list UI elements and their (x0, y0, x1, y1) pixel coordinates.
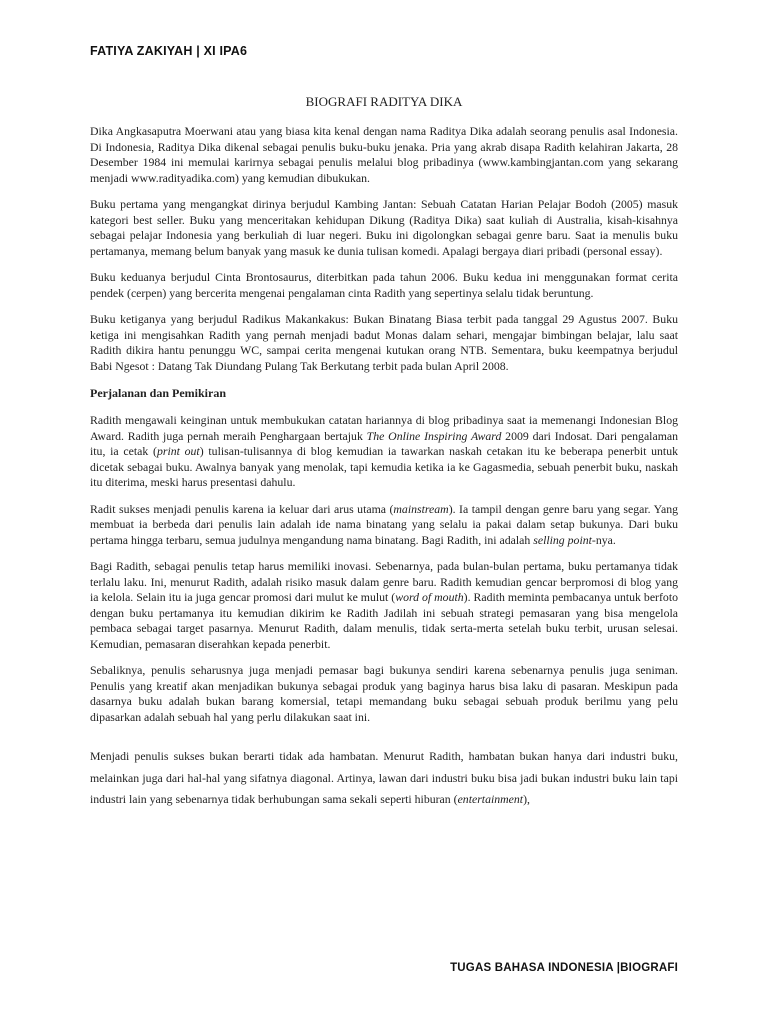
paragraph: Buku ketiganya yang berjudul Radikus Makankakus: Bukan Binatang Biasa terbit pada tanggal 29 Agustus 2007. Buku ketiga ini mengisahkan Radith yang pernah menjadi badut Monas dalam sehari, mengajar bimbingan belajar, lalu saat Radith dikira hantu penunggu WC, sampai cerita mengenai kutukan orang NTB. Sementara, buku keempatnya berjudul Babi Ngesot : Datang Tak Diundang Pulang Tak Berkutang terbit pada bulan April 2008. (90, 312, 678, 373)
paragraph-text: Bagi Radith, sebagai penulis tetap harus memiliki inovasi. Sebenarnya, pada bulan-bulan pertama, buku pertamanya tidak terlalu laku. Ini, menurut Radith, adalah risiko masuk dalam genre baru. Radith kemudian gencar berpromosi di blog yang ia kelola. Selain itu ia juga gencar promosi dari mulut ke mulut ( (90, 559, 678, 604)
paragraph-text: Menjadi penulis sukses bukan berarti tidak ada hambatan. Menurut Radith, hambatan bukan hanya dari industri buku, melainkan juga dari hal-hal yang sifatnya diagonal. Artinya, lawan dari industri buku bisa jadi bukan industri buku lain tapi industri lain yang sebenarnya tidak berhubungan sama sekali seperti hiburan ( (90, 749, 678, 806)
paragraph: Dika Angkasaputra Moerwani atau yang biasa kita kenal dengan nama Raditya Dika adalah seorang penulis asal Indonesia. Di Indonesia, Raditya Dika dikenal sebagai penulis buku-buku jenaka. Pria yang akrab disapa Radith kelahiran Jakarta, 28 Desember 1984 ini memulai karirnya sebagai penulis melalui blog pribadinya (www.kambingjantan.com yang sekarang menjadi www.radityadika.com) yang kemudian dibukukan. (90, 124, 678, 185)
paragraph-text: ). Ia tampil dengan genre baru yang segar. Yang membuat ia berbeda dari penulis lain adalah ide nama binatang yang selalu ia pakai dalam setap bukunya. Dari buku pertama hingga terbaru, semua judulnya mengandung nama binatang. Bagi Radith, ini adalah (90, 501, 678, 547)
italic-text: print out (156, 444, 200, 458)
italic-text: mainstream (393, 501, 449, 516)
paragraph (90, 746, 678, 811)
paragraph (90, 559, 678, 652)
page-footer: TUGAS BAHASA INDONESIA |BIOGRAFI (450, 962, 678, 974)
paragraph: Sebaliknya, penulis seharusnya juga menjadi pemasar bagi bukunya sendiri karena sebenarnya penulis juga seniman. Penulis yang kreatif akan menjadikan bukunya sebagai produk yang baginya harus bisa laku di pasaran. Meskipun pada dasarnya buku adalah bukan barang komersial, tetapi memandang buku sebagai sebuah produk berilmu yang pelu dipasarkan adalah sebuah hal yang perlu dilakukan saat ini. (90, 663, 678, 724)
paragraph-text: Radit sukses menjadi penulis karena ia keluar dari arus utama ( (90, 501, 394, 516)
paragraph-text: ), (523, 792, 530, 806)
section-heading: Perjalanan dan Pemikiran (90, 386, 227, 400)
paragraph-text: -nya. (591, 532, 616, 547)
italic-text: selling point (533, 532, 592, 547)
paragraph-text: 2009 dari Indosat. Dari pengalaman itu, ia cetak ( (90, 428, 679, 458)
document-title: BIOGRAFI RADITYA DIKA (305, 94, 463, 109)
paragraph-text: Radith mengawali keinginan untuk membukukan catatan hariannya di blog pribadinya saat ia memenangi Indonesian Blog Award. Radith juga pernah meraih Penghargaan bertajuk (90, 413, 678, 443)
paragraph: Buku keduanya berjudul Cinta Brontosaurus, diterbitkan pada tahun 2006. Buku kedua ini menggunakan format cerita pendek (cerpen) yang bercerita mengenai pengalaman cinta Radith yang sepertinya selalu tidak beruntung. (90, 270, 678, 300)
italic-text: entertainment (457, 792, 524, 806)
italic-text: The Online Inspiring Award (366, 428, 502, 443)
paragraph-text: ). Radith meminta pembacanya untuk berfoto dengan buku pertamanya itu kemudian dikirim ke Radith Jadilah ini sebuah strategi pemasaran yang bisa mengelola pembaca sebagai target pasarnya. Menurut Radith, dalam menulis, tidak serta-merta setelah buku terbit, urusan selesai. Kemudian, pemasaran diserahkan kepada penerbit. (90, 590, 678, 651)
paragraph: Buku pertama yang mengangkat dirinya berjudul Kambing Jantan: Sebuah Catatan Harian Pelajar Bodoh (2005) masuk kategori best seller. Buku yang menceritakan kehidupan Dikung (Raditya Dika) saat kuliah di Australia, kisah-kisahnya sebagai pelajar Indonesia yang berkuliah di luar negeri. Buku ini digolongkan sebagai genre baru. Saat ia menulis buku pertamanya, memang belum banyak yang masuk ke dunia tulisan komedi. Apalagi bergaya diari pribadi (personal essay). (90, 197, 678, 258)
paragraph-text: ) tulisan-tulisannya di blog kemudian ia tawarkan naskah cetakan itu ke beberapa penerbit untuk dicetak sebagai buku. Awalnya banyak yang menolak, tapi kemudia ketika ia ke Gagasmedia, sebuah penerbit buku, naskah itu diterima, meski harus presentasi dahulu. (90, 444, 679, 489)
paragraph (90, 413, 678, 491)
italic-text: word of mouth (395, 590, 464, 604)
page-header: FATIYA ZAKIYAH | XI IPA6 (90, 44, 248, 58)
document-body (90, 124, 678, 822)
paragraph (90, 502, 678, 549)
